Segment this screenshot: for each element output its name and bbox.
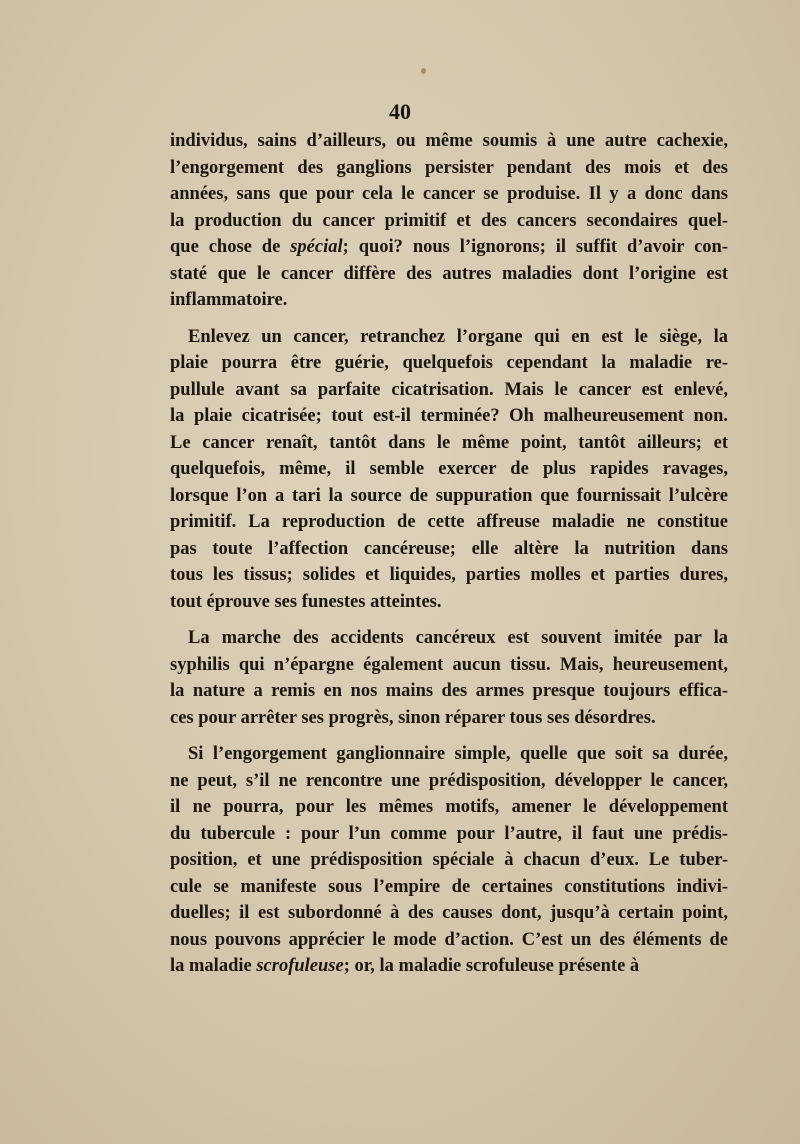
- text-line: [170, 536, 728, 563]
- text-run: individus, sains d’ailleurs, ou même soumis à une autre cachexie,: [170, 131, 728, 151]
- text-line: [170, 768, 728, 795]
- text-run: du tubercule : pour l’un comme pour l’autre, il faut une prédis-: [170, 823, 728, 844]
- body-text: [170, 128, 728, 990]
- text-line: [170, 562, 728, 589]
- text-line: [170, 678, 728, 705]
- text-run: la plaie cicatrisée; tout est-il terminée? Oh malheureusement non.: [170, 406, 728, 426]
- text-line: [170, 821, 728, 848]
- text-run: ; quoi? nous l’ignorons; il suffit d’avoir con-: [342, 237, 728, 257]
- text-line: [170, 456, 728, 483]
- text-line: [170, 953, 728, 980]
- text-line: [170, 589, 728, 616]
- text-run: primitif. La reproduction de cette affreuse maladie ne constitue: [170, 512, 728, 532]
- text-run: lorsque l’on a tari la source de suppuration que fournissait l’ulcère: [170, 485, 728, 506]
- text-line: [170, 625, 728, 652]
- text-run: Si l’engorgement ganglionnaire simple, quelle que soit sa durée,: [188, 744, 728, 764]
- text-run: duelles; il est subordonné à des causes dont, jusqu’à certain point,: [170, 903, 728, 923]
- text-run: syphilis qui n’épargne également aucun tissu. Mais, heureusement,: [170, 654, 728, 675]
- italic-word: spécial: [290, 237, 343, 257]
- text-run: quelquefois, même, il semble exercer de plus rapides ravages,: [170, 459, 728, 479]
- page-number: 40: [389, 99, 411, 124]
- text-line: [170, 155, 728, 182]
- text-line: [170, 261, 728, 288]
- text-line: [170, 927, 728, 954]
- text-run: tout éprouve ses funestes atteintes.: [170, 591, 442, 612]
- paper-stain: [421, 68, 426, 74]
- paragraph: [170, 741, 728, 980]
- text-run: ne peut, s’il ne rencontre une prédisposition, développer le cancer,: [170, 770, 728, 791]
- text-line: [170, 234, 728, 261]
- text-line: [170, 324, 728, 351]
- paragraph: [170, 324, 728, 616]
- italic-word: scrofuleuse: [256, 956, 344, 976]
- text-run: pas toute l’affection cancéreuse; elle altère la nutrition dans: [170, 538, 728, 559]
- text-line: [170, 794, 728, 821]
- text-line: [170, 900, 728, 927]
- text-run: la nature a remis en nos mains des armes presque toujours effica-: [170, 681, 728, 701]
- text-line: [170, 128, 728, 155]
- text-line: [170, 874, 728, 901]
- text-run: staté que le cancer diffère des autres maladies dont l’origine est: [170, 263, 728, 284]
- text-line: [170, 377, 728, 404]
- text-run: la production du cancer primitif et des cancers secondaires quel-: [170, 210, 728, 231]
- text-run: plaie pourra être guérie, quelquefois cependant la maladie re-: [170, 353, 728, 373]
- text-line: [170, 430, 728, 457]
- text-run: nous pouvons apprécier le mode d’action. C’est un des éléments de: [170, 929, 728, 950]
- paragraph: [170, 625, 728, 731]
- text-run: Le cancer renaît, tantôt dans le même point, tantôt ailleurs; et: [170, 432, 728, 453]
- text-run: La marche des accidents cancéreux est souvent imitée par la: [188, 628, 728, 648]
- text-line: [170, 181, 728, 208]
- text-run: pullule avant sa parfaite cicatrisation. Mais le cancer est enlevé,: [170, 379, 728, 400]
- text-run: position, et une prédisposition spéciale à chacun d’eux. Le tuber-: [170, 850, 728, 870]
- text-run: tous les tissus; solides et liquides, parties molles et parties dures,: [170, 565, 728, 585]
- text-line: [170, 208, 728, 235]
- text-run: ; or, la maladie scrofuleuse présente à: [343, 956, 640, 976]
- text-run: cule se manifeste sous l’empire de certaines constitutions indivi-: [170, 876, 728, 897]
- text-line: [170, 287, 728, 314]
- text-line: [170, 350, 728, 377]
- text-line: [170, 652, 728, 679]
- text-run: la maladie: [170, 956, 257, 976]
- text-line: [170, 403, 728, 430]
- text-run: inflammatoire.: [170, 290, 288, 310]
- text-line: [170, 509, 728, 536]
- text-run: Enlevez un cancer, retranchez l’organe qui en est le siège, la: [188, 326, 728, 347]
- text-line: [170, 483, 728, 510]
- text-line: [170, 847, 728, 874]
- text-line: [170, 705, 728, 732]
- paragraph: [170, 128, 728, 314]
- text-run: que chose de: [170, 237, 291, 257]
- text-run: ces pour arrêter ses progrès, sinon réparer tous ses désordres.: [170, 707, 656, 728]
- text-run: années, sans que pour cela le cancer se produise. Il y a donc dans: [170, 184, 728, 204]
- text-run: il ne pourra, pour les mêmes motifs, amener le développement: [170, 797, 728, 817]
- text-line: [170, 741, 728, 768]
- text-run: l’engorgement des ganglions persister pendant des mois et des: [170, 157, 728, 178]
